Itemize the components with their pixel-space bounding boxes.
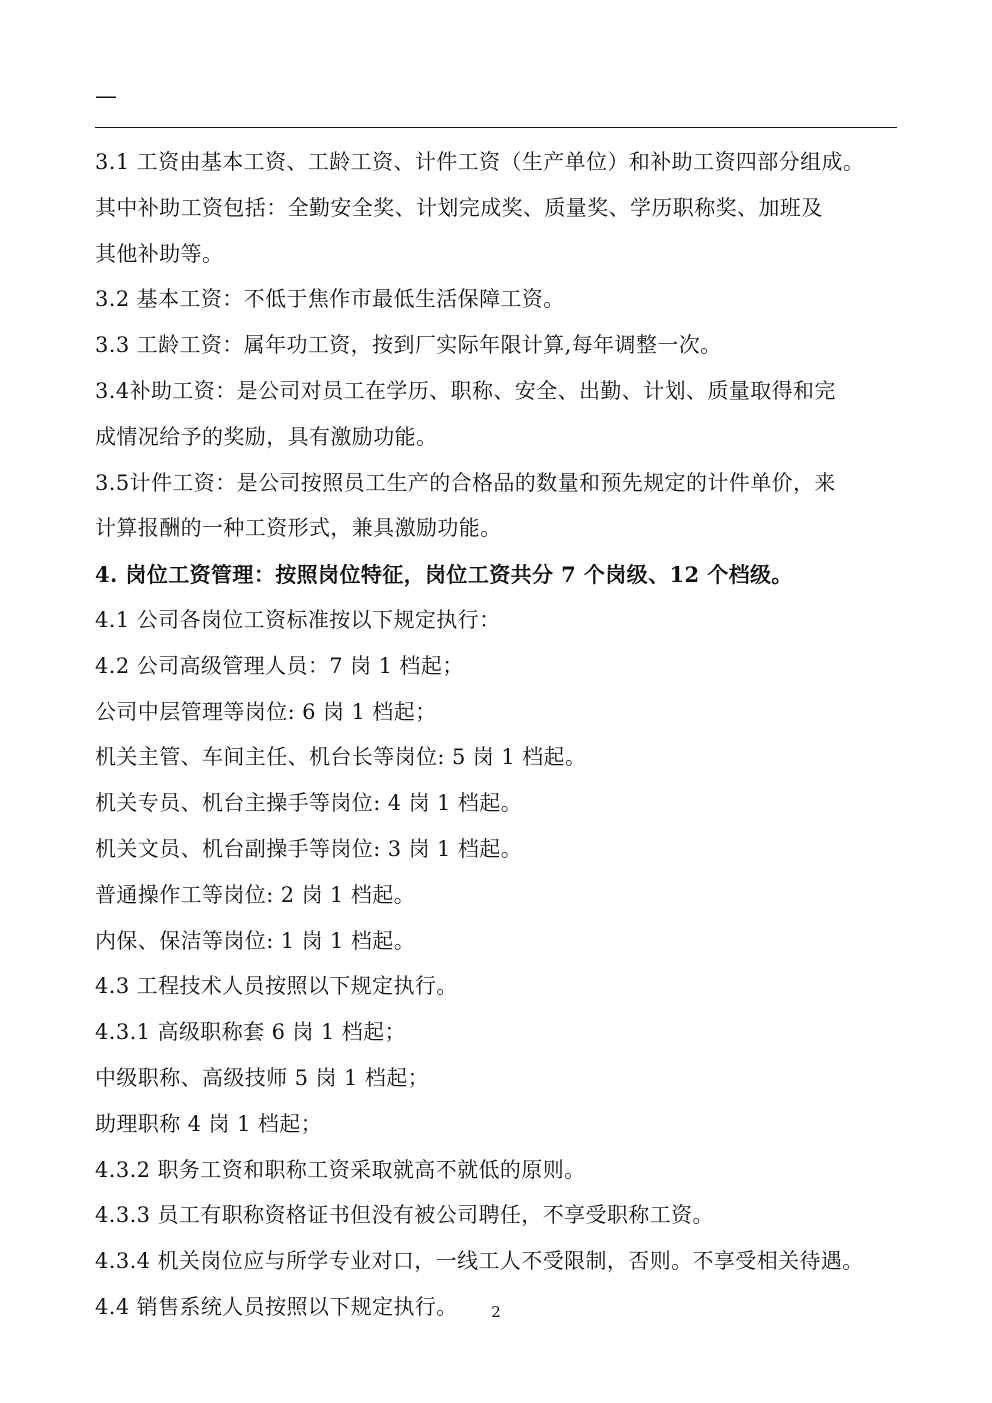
- document-body: [95, 140, 900, 1331]
- text-line: 其他补助等。: [95, 241, 224, 266]
- text-line: 公司中层管理等岗位: 6 岗 1 档起；: [95, 699, 437, 724]
- text-line: 助理职称 4 岗 1 档起；: [95, 1111, 323, 1136]
- text-line: 4.3.1 高级职称套 6 岗 1 档起；: [95, 1020, 406, 1045]
- header-rule: [95, 127, 897, 128]
- text-line: 机关文员、机台副操手等岗位: 3 岗 1 档起。: [95, 836, 523, 861]
- page-number: 2: [491, 1303, 501, 1321]
- text-line: 成情况给予的奖励，具有激励功能。: [95, 424, 438, 449]
- text-line: 3.4补助工资：是公司对员工在学历、职称、安全、出勤、计划、质量取得和完: [95, 378, 836, 403]
- section-heading: 4. 岗位工资管理：按照岗位特征，岗位工资共分 7 个岗级、12 个档级。: [95, 562, 793, 588]
- text-line: 3.3 工龄工资：属年功工资，按到厂实际年限计算,每年调整一次。: [95, 333, 722, 358]
- text-line: 4.3 工程技术人员按照以下规定执行。: [95, 974, 458, 999]
- text-line: 其中补助工资包括：全勤安全奖、计划完成奖、质量奖、学历职称奖、加班及: [95, 195, 823, 220]
- text-line: 4.3.4 机关岗位应与所学专业对口，一线工人不受限制，否则。不享受相关待遇。: [95, 1249, 864, 1274]
- text-line: 普通操作工等岗位: 2 岗 1 档起。: [95, 882, 416, 907]
- text-line: 内保、保洁等岗位: 1 岗 1 档起。: [95, 928, 416, 953]
- text-line: 中级职称、高级技师 5 岗 1 档起；: [95, 1065, 430, 1090]
- text-line: 计算报酬的一种工资形式，兼具激励功能。: [95, 516, 502, 541]
- text-line: 机关主管、车间主任、机台长等岗位: 5 岗 1 档起。: [95, 745, 587, 770]
- text-line: 4.2 公司高级管理人员：7 岗 1 档起；: [95, 653, 464, 678]
- text-line: 4.3.2 职务工资和职称工资采取就高不就低的原则。: [95, 1157, 586, 1182]
- text-line: 4.1 公司各岗位工资标准按以下规定执行：: [95, 607, 501, 632]
- text-line: 3.5计件工资：是公司按照员工生产的合格品的数量和预先规定的计件单价，来: [95, 470, 836, 495]
- header-mark: —: [95, 84, 117, 109]
- text-line: 机关专员、机台主操手等岗位: 4 岗 1 档起。: [95, 791, 523, 816]
- text-line: 4.3.3 员工有职称资格证书但没有被公司聘任，不享受职称工资。: [95, 1203, 714, 1228]
- text-line: 4.4 销售系统人员按照以下规定执行。: [95, 1294, 458, 1319]
- text-line: 3.2 基本工资：不低于焦作市最低生活保障工资。: [95, 287, 565, 312]
- text-line: 3.1 工资由基本工资、工龄工资、计件工资（生产单位）和补助工资四部分组成。: [95, 150, 865, 174]
